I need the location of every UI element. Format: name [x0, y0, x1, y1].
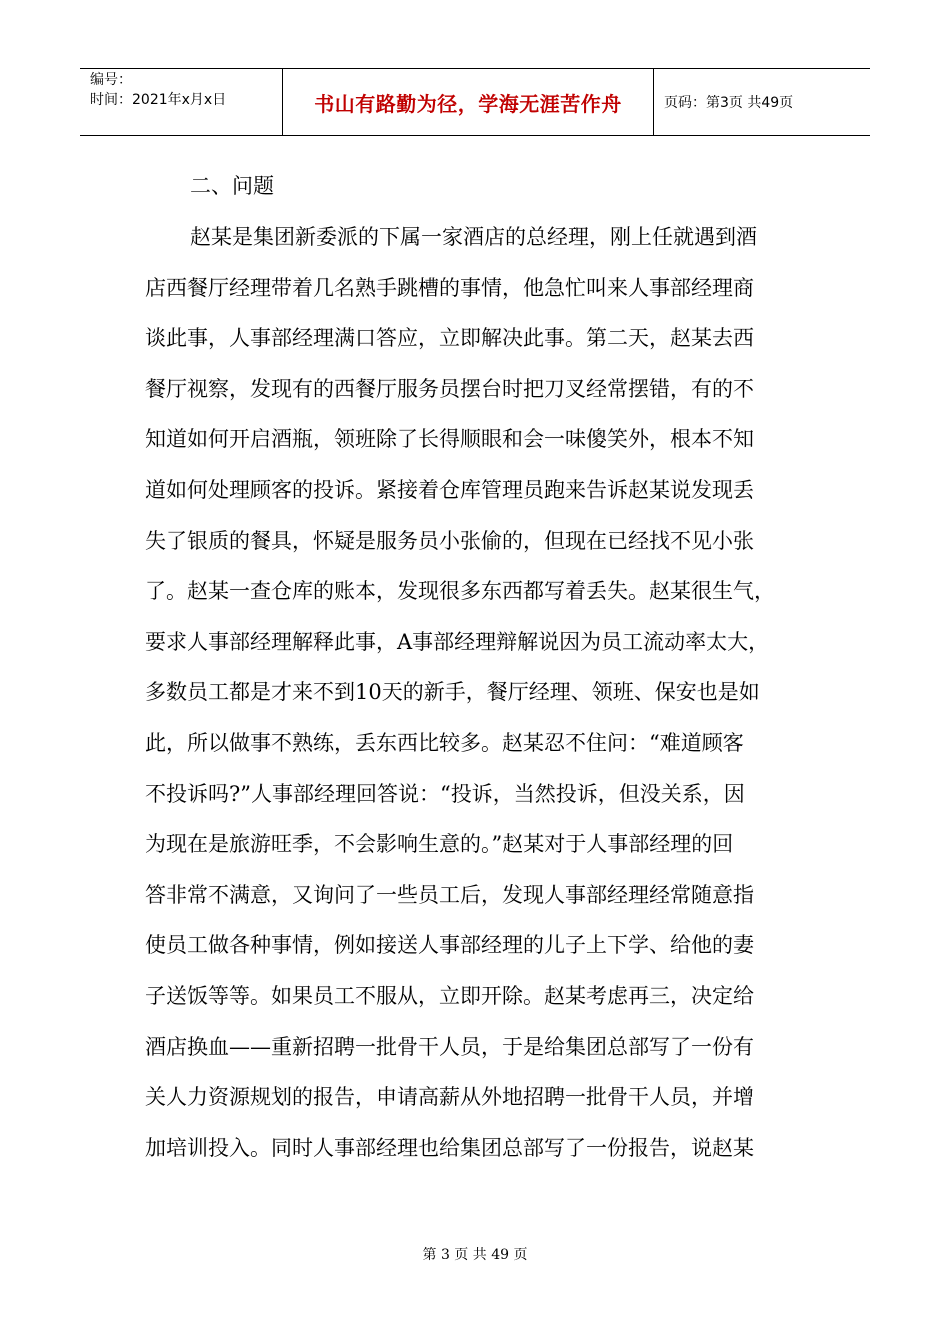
header-page-cell	[654, 69, 870, 135]
paragraph-line: 酒店换血——重新招聘一批骨干人员，于是给集团总部写了一份有	[145, 1034, 754, 1059]
section-heading: 二、问题	[190, 174, 274, 198]
paragraph-line: 使员工做各种事情，例如接送人事部经理的儿子上下学、给他的妻	[145, 933, 754, 958]
header-motto-cell	[282, 69, 654, 135]
document-number-label: 编号：	[90, 72, 132, 88]
paragraph-line: 知道如何开启酒瓶，领班除了长得顺眼和会一味傻笑外，根本不知	[145, 427, 754, 452]
paragraph-line: 此，所以做事不熟练，丢东西比较多。赵某忍不住问：“难道顾客	[145, 730, 744, 755]
paragraph-line: 要求人事部经理解释此事，A事部经理辩解说因为员工流动率太大，	[145, 629, 770, 654]
header-page-code: 页码：第3页 共49页	[664, 95, 794, 111]
document-date: 时间：2021年x月x日	[90, 92, 227, 108]
paragraph-line: 餐厅视察，发现有的西餐厅服务员摆台时把刀叉经常摆错，有的不	[145, 376, 754, 401]
paragraph-line: 不投诉吗?”人事部经理回答说：“投诉，当然投诉，但没关系，因	[145, 781, 745, 806]
document-body	[145, 168, 805, 1167]
paragraph-line: 答非常不满意，又询问了一些员工后，发现人事部经理经常随意指	[145, 882, 754, 907]
document-header	[80, 68, 870, 136]
paragraph-line: 加培训投入。同时人事部经理也给集团总部写了一份报告，说赵某	[145, 1135, 754, 1160]
paragraph-line: 道如何处理顾客的投诉。紧接着仓库管理员跑来告诉赵某说发现丢	[145, 477, 754, 502]
paragraph-line: 了。赵某一查仓库的账本，发现很多东西都写着丢失。赵某很生气，	[145, 579, 775, 604]
paragraph-line: 多数员工都是才来不到10天的新手，餐厅经理、领班、保安也是如	[145, 680, 760, 705]
header-motto: 书山有路勤为径，学海无涯苦作舟	[314, 91, 622, 116]
paragraph-line: 子送饭等等。如果员工不服从，立即开除。赵某考虑再三，决定给	[145, 983, 754, 1008]
page-footer: 第 3 页 共 49 页	[422, 1247, 528, 1263]
paragraph-line: 店西餐厅经理带着几名熟手跳槽的事情，他急忙叫来人事部经理商	[145, 275, 754, 300]
header-meta-cell	[80, 69, 282, 135]
paragraph-line: 失了银质的餐具，怀疑是服务员小张偷的，但现在已经找不见小张	[145, 528, 754, 553]
paragraph-line: 为现在是旅游旺季，不会影响生意的。”赵某对于人事部经理的回	[145, 832, 734, 857]
paragraph-line: 赵某是集团新委派的下属一家酒店的总经理，刚上任就遇到酒	[190, 225, 757, 249]
paragraph-line: 关人力资源规划的报告，申请高薪从外地招聘一批骨干人员，并增	[145, 1085, 754, 1110]
paragraph-line: 谈此事，人事部经理满口答应，立即解决此事。第二天，赵某去西	[145, 326, 754, 351]
